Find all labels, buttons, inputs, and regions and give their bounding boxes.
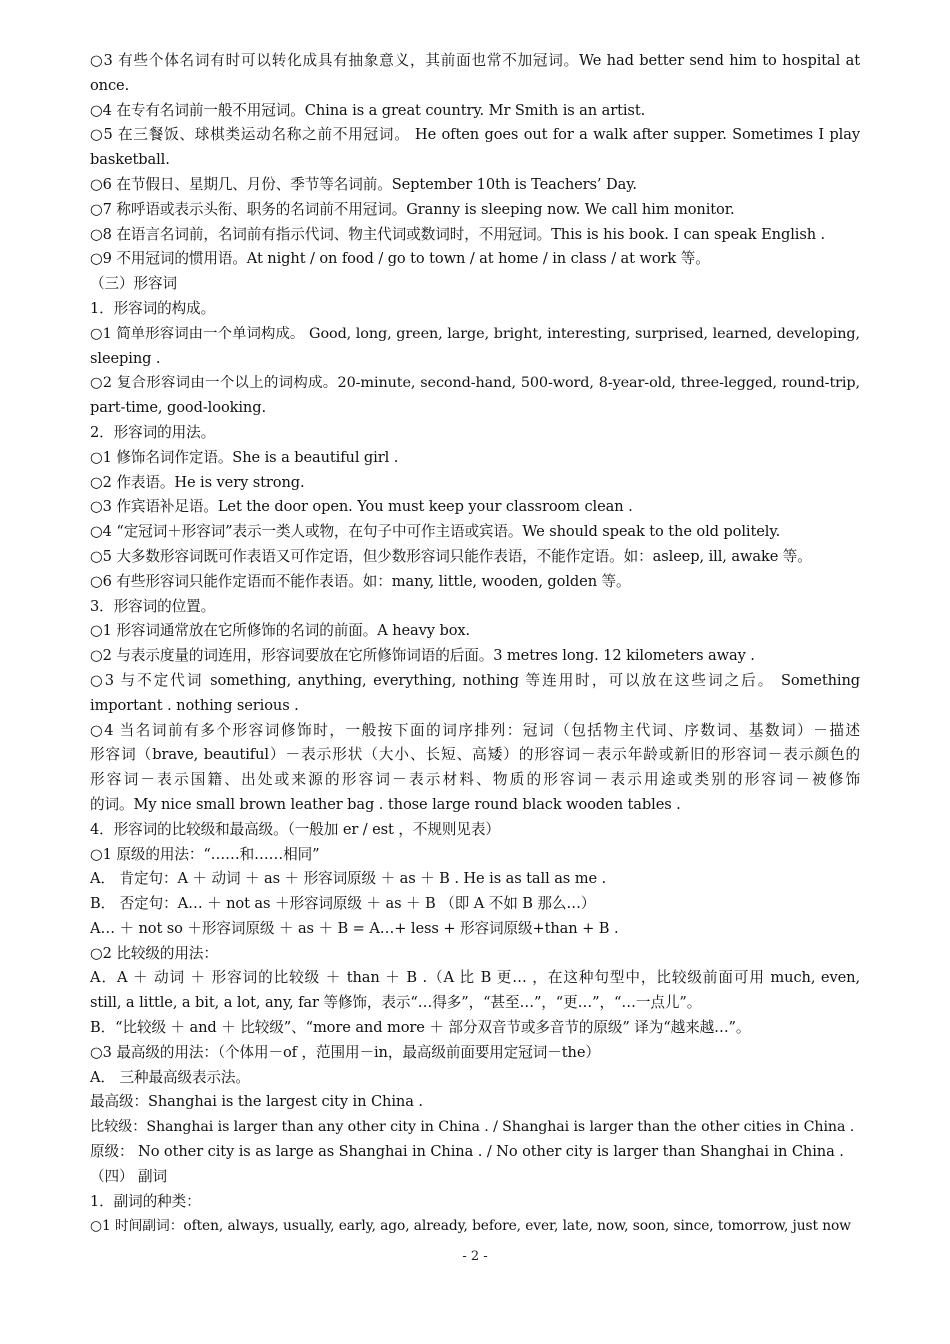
text-line: 最高级：Shanghai is the largest city in China .: [90, 1093, 423, 1111]
text-line: 比较级：Shanghai is larger than any other city in China . / Shanghai is larger than the other cities in China .: [90, 1119, 855, 1136]
text-line: ○3 最高级的用法：（个体用－of ，范围用－in，最高级前面要用定冠词－the）: [90, 1043, 600, 1061]
text-line: A．A ＋ 动词 ＋ 形容词的比较级 ＋ than ＋ B .（A 比 B 更… ，在这种句型中，比较级前面可用 much, even,: [90, 969, 860, 987]
text-line: A… ＋ not so ＋形容词原级 ＋ as ＋ B = A…+ less + 形容词原级+than + B .: [90, 919, 619, 937]
text-line: 形容词－表示国籍、出处或来源的形容词－表示材料、物质的形容词－表示用途或类别的形容词－被修饰: [90, 771, 860, 789]
text-line: ○4 在专有名词前一般不用冠词。China is a great country. Mr Smith is an artist.: [90, 101, 646, 119]
text-line: ○8 在语言名词前，名词前有指示代词、物主代词或数词时，不用冠词。This is his book. I can speak English .: [90, 225, 826, 243]
text-line: ○5 大多数形容词既可作表语又可作定语，但少数形容词只能作表语，不能作定语。如：asleep, ill, awake 等。: [90, 547, 812, 565]
text-line: ○2 与表示度量的词连用，形容词要放在它所修饰词语的后面。3 metres long. 12 kilometers away .: [90, 647, 755, 665]
text-line: ○5 在三餐饭、球棋类运动名称之前不用冠词。 He often goes out for a walk after supper. Sometimes I play: [90, 126, 860, 144]
text-line: ○3 与不定代词 something, anything, everything, nothing 等连用时，可以放在这些词之后。 Something: [90, 671, 860, 689]
text-line: ○3 有些个体名词有时可以转化成具有抽象意义，其前面也常不加冠词。We had better send him to hospital at: [90, 52, 860, 69]
subsection-heading: 4．形容词的比较级和最高级。（一般加 er / est ，不规则见表）: [90, 820, 500, 838]
text-line: important . nothing serious .: [90, 696, 299, 714]
text-line: ○1 简单形容词由一个单词构成。 Good, long, green, large, bright, interesting, surprised, learned, developing,: [90, 325, 860, 342]
text-line: still, a little, a bit, a lot, any, far 等修饰，表示“…得多”，“甚至…”，“更…”，“…一点儿”。: [90, 994, 702, 1012]
text-line: sleeping .: [90, 349, 161, 367]
text-line: 的词。My nice small brown leather bag . those large round black wooden tables .: [90, 795, 681, 813]
text-line: ○1 时间副词：often, always, usually, early, ago, already, before, ever, late, now, soon, since, tomorrow, just now: [90, 1218, 851, 1235]
text-line: ○6 有些形容词只能作定语而不能作表语。如：many, little, wooden, golden 等。: [90, 572, 631, 590]
document-body: [90, 49, 860, 1239]
subsection-heading: 2．形容词的用法。: [90, 423, 216, 441]
text-line: ○2 复合形容词由一个以上的词构成。20-minute, second-hand, 500-word, 8-year-old, three-legged, round-trip,: [90, 375, 860, 392]
text-line: once.: [90, 76, 130, 94]
text-line: 原级： No other city is as large as Shanghai in China . / No other city is larger than Shanghai in China .: [90, 1143, 844, 1161]
text-line: B．“比较级 ＋ and ＋ 比较级”、“more and more ＋ 部分双音节或多音节的原级” 译为“越来越…”。: [90, 1019, 751, 1037]
text-line: ○7 称呼语或表示头衔、职务的名词前不用冠词。Granny is sleeping now. We call him monitor.: [90, 200, 735, 218]
text-line: ○1 形容词通常放在它所修饰的名词的前面。A heavy box.: [90, 622, 471, 640]
text-line: ○6 在节假日、星期几、月份、季节等名词前。September 10th is Teachers’ Day.: [90, 175, 637, 193]
text-line: ○3 作宾语补足语。Let the door open. You must keep your classroom clean .: [90, 498, 633, 516]
text-line: A． 三种最高级表示法。: [90, 1068, 250, 1086]
text-line: ○2 比较级的用法：: [90, 944, 218, 962]
text-line: ○4 当名词前有多个形容词修饰时，一般按下面的词序排列：冠词（包括物主代词、序数词、基数词）－描述: [90, 721, 860, 739]
text-line: ○2 作表语。He is very strong.: [90, 473, 305, 491]
text-line: 形容词（brave, beautiful）－表示形状（大小、长短、高矮）的形容词－表示年龄或新旧的形容词－表示颜色的: [90, 746, 860, 764]
subsection-heading: 3．形容词的位置。: [90, 597, 216, 615]
text-line: basketball.: [90, 151, 170, 169]
subsection-heading: 1．副词的种类：: [90, 1192, 201, 1210]
subsection-heading: 1．形容词的构成。: [90, 299, 216, 317]
text-line: ○1 原级的用法：“……和……相同”: [90, 845, 320, 863]
text-line: ○9 不用冠词的惯用语。At night / on food / go to town / at home / in class / at work 等。: [90, 250, 710, 268]
text-line: part-time, good-looking.: [90, 399, 267, 417]
section-heading: （三）形容词: [90, 275, 177, 293]
text-line: ○1 修饰名词作定语。She is a beautiful girl .: [90, 448, 399, 466]
text-line: ○4 “定冠词＋形容词”表示一类人或物，在句子中可作主语或宾语。We should speak to the old politely.: [90, 523, 781, 541]
page-number: - 2 -: [462, 1249, 488, 1264]
section-heading: （四） 副词: [90, 1167, 168, 1185]
text-line: B． 否定句：A… ＋ not as ＋形容词原级 ＋ as ＋ B （即 A 不如 B 那么…）: [90, 895, 596, 913]
text-line: A． 肯定句：A ＋ 动词 ＋ as ＋ 形容词原级 ＋ as ＋ B . He is as tall as me .: [90, 870, 607, 888]
